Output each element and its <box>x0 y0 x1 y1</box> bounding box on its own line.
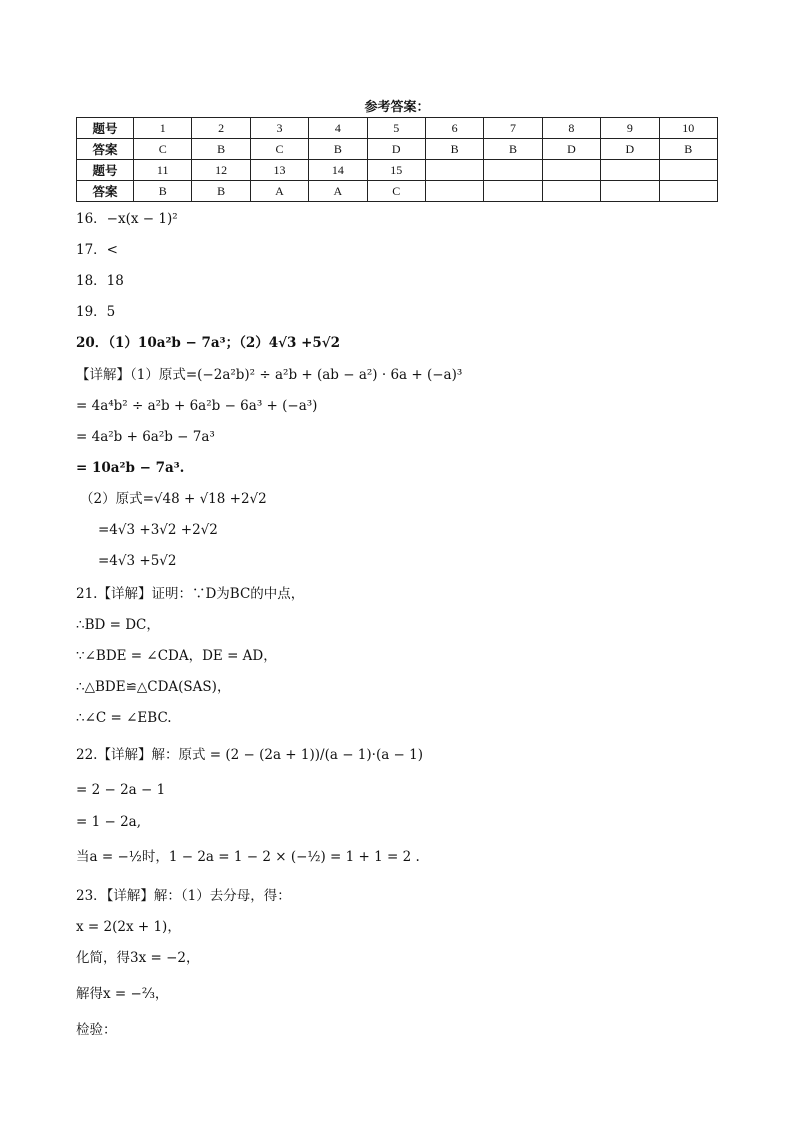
detail-20-step-3: = 4a²b + 6a²b − 7a³ <box>76 429 215 445</box>
table-cell: 10 <box>659 118 717 139</box>
table-cell: 12 <box>192 160 250 181</box>
answer-23-step-4: 检验： <box>76 1022 117 1038</box>
table-cell: D <box>367 139 425 160</box>
detail-20-part-2-step-2: =4√3 +5√2 <box>98 553 177 569</box>
table-cell: D <box>542 139 600 160</box>
row-header: 答案 <box>77 139 134 160</box>
detail-20-part-2-step-1: =4√3 +3√2 +2√2 <box>98 522 218 538</box>
table-cell: 4 <box>309 118 367 139</box>
table-cell: B <box>309 139 367 160</box>
table-cell <box>542 160 600 181</box>
table-cell: C <box>250 139 308 160</box>
row-header: 题号 <box>77 118 134 139</box>
answer-16: 16．−x(x − 1)² <box>76 211 178 227</box>
table-cell <box>601 181 659 202</box>
answer-21-step-2: ∵∠BDE = ∠CDA，DE = AD， <box>76 648 277 664</box>
answer-23-step-3: 解得x = −⅔， <box>76 986 169 1002</box>
table-cell: 1 <box>134 118 192 139</box>
table-cell: 9 <box>601 118 659 139</box>
table-cell: B <box>192 181 250 202</box>
table-cell: B <box>484 139 542 160</box>
detail-20-part-2: （2）原式=√48 + √18 +2√2 <box>80 491 267 507</box>
row-header: 答案 <box>77 181 134 202</box>
table-cell: B <box>425 139 483 160</box>
answer-17: 17．< <box>76 242 118 258</box>
table-cell: 6 <box>425 118 483 139</box>
table-cell <box>484 181 542 202</box>
answer-key-title: 参考答案： <box>364 100 430 115</box>
table-cell: 2 <box>192 118 250 139</box>
table-cell: 7 <box>484 118 542 139</box>
table-cell <box>659 181 717 202</box>
table-cell <box>659 160 717 181</box>
answer-21-step-4: ∴∠C = ∠EBC. <box>76 710 172 726</box>
answer-23-step-2: 化简，得3x = −2， <box>76 950 200 966</box>
table-cell: B <box>659 139 717 160</box>
detail-20-step-4: = 10a²b − 7a³. <box>76 460 185 476</box>
row-header: 题号 <box>77 160 134 181</box>
table-cell: D <box>601 139 659 160</box>
answer-22: 22.【详解】解：原式 = (2 − (2a + 1))/(a − 1)·(a − 1) <box>76 747 424 763</box>
table-cell <box>425 181 483 202</box>
table-cell: B <box>192 139 250 160</box>
table-cell: B <box>134 181 192 202</box>
table-cell <box>425 160 483 181</box>
table-row <box>77 139 718 160</box>
answer-22-step-1: = 2 − 2a − 1 <box>76 782 166 798</box>
answer-23: 23．【详解】解：（1）去分母，得： <box>76 888 291 904</box>
table-cell: 15 <box>367 160 425 181</box>
table-cell: 11 <box>134 160 192 181</box>
answer-21: 21.【详解】证明：∵D为BC的中点， <box>76 586 305 602</box>
table-cell <box>484 160 542 181</box>
answer-23-step-1: x = 2(2x + 1)， <box>76 919 181 935</box>
answer-21-step-3: ∴△BDE≌△CDA(SAS)， <box>76 679 231 695</box>
table-cell <box>601 160 659 181</box>
answer-20: 20．（1）10a²b − 7a³；（2）4√3 +5√2 <box>76 335 341 351</box>
answer-21-step-1: ∴BD = DC， <box>76 617 160 633</box>
table-cell: C <box>367 181 425 202</box>
table-cell: A <box>309 181 367 202</box>
answer-table <box>76 117 718 202</box>
table-row <box>77 160 718 181</box>
table-cell: 14 <box>309 160 367 181</box>
table-cell: A <box>250 181 308 202</box>
table-cell: C <box>134 139 192 160</box>
answer-22-step-2: = 1 − 2a, <box>76 814 142 830</box>
table-cell <box>542 181 600 202</box>
table-row <box>77 181 718 202</box>
table-cell: 5 <box>367 118 425 139</box>
answer-18: 18．18 <box>76 273 124 289</box>
table-cell: 3 <box>250 118 308 139</box>
table-cell: 13 <box>250 160 308 181</box>
table-row <box>77 118 718 139</box>
detail-20-step-1: 【详解】（1）原式=(−2a²b)² ÷ a²b + (ab − a²) · 6a + (−a)³ <box>76 367 463 383</box>
answer-22-step-3: 当a = −½时，1 − 2a = 1 − 2 × (−½) = 1 + 1 = 2 . <box>76 849 420 865</box>
table-cell: 8 <box>542 118 600 139</box>
answer-19: 19．5 <box>76 304 116 320</box>
detail-20-step-2: = 4a⁴b² ÷ a²b + 6a²b − 6a³ + (−a³) <box>76 398 318 414</box>
